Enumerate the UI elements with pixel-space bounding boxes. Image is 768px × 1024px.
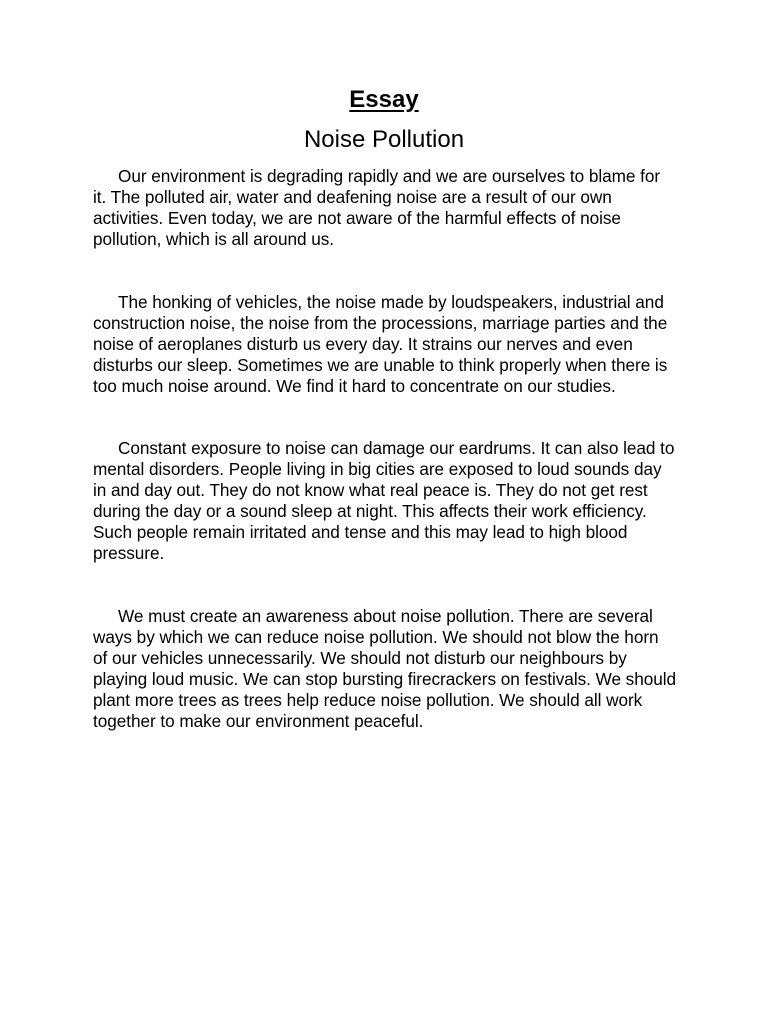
- paragraph-4: We must create an awareness about noise pollution. There are several ways by which we can reduce noise pollution. We should not blow the horn of our vehicles unnecessarily. We should not disturb our neighbours by playing loud music. We can stop bursting firecrackers on festivals. We should plant more trees as trees help reduce noise pollution. We should all work together to make our environment peaceful.: [93, 605, 677, 731]
- essay-body: [93, 166, 677, 773]
- paragraph-3: Constant exposure to noise can damage our eardrums. It can also lead to mental disorders. People living in big cities are exposed to loud sounds day in and day out. They do not know what real peace is. They do not get rest during the day or a sound sleep at night. This affects their work efficiency. Such people remain irritated and tense and this may lead to high blood pressure.: [93, 438, 675, 563]
- essay-title: Noise Pollution: [303, 126, 465, 153]
- paragraph-2: The honking of vehicles, the noise made by loudspeakers, industrial and construction noise, the noise from the processions, marriage parties and the noise of aeroplanes disturb us every day. It strains our nerves and even disturbs our sleep. Sometimes we are unable to think properly when there is too much noise around. We find it hard to concentrate on our studies.: [93, 291, 668, 396]
- essay-label: Essay: [349, 86, 419, 113]
- paragraph-1: Our environment is degrading rapidly and we are ourselves to blame for it. The polluted air, water and deafening noise are a result of our own activities. Even today, we are not aware of the harmful effects of noise pollution, which is all around us.: [93, 166, 661, 249]
